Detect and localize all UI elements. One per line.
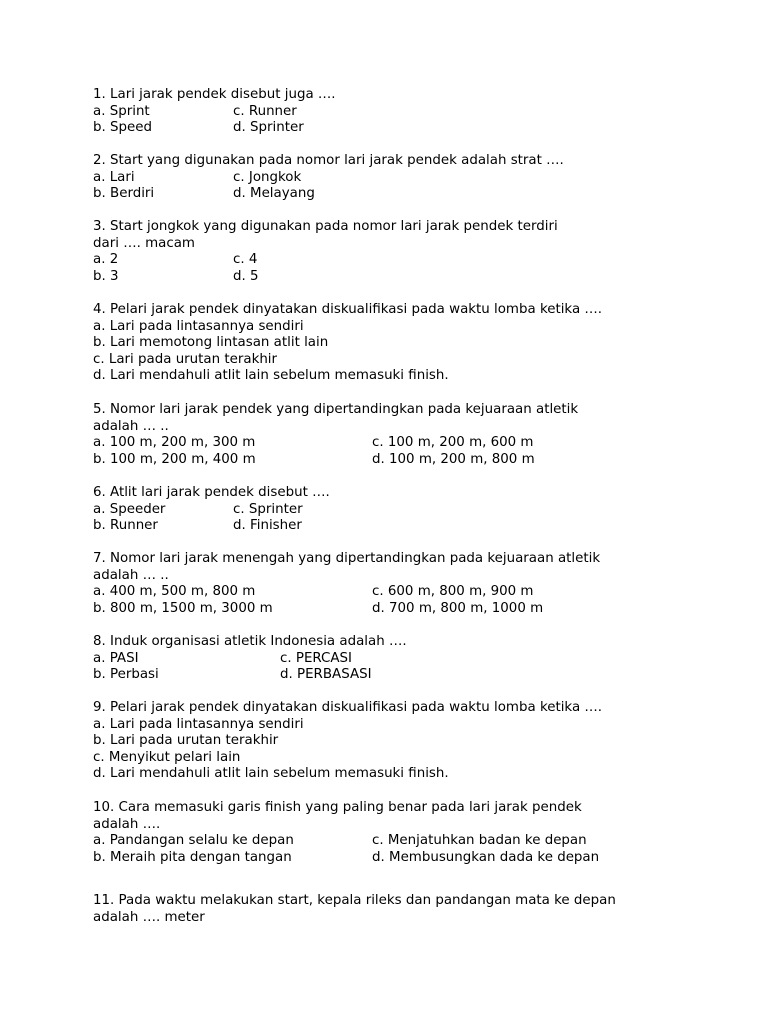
question-stem: 5. Nomor lari jarak pendek yang dipertandingkan pada kejuaraan atletik [93, 402, 579, 417]
answer-option: b. Perbasi [93, 667, 159, 683]
answer-option: c. Runner [233, 103, 297, 119]
question-stem: adalah …. meter [93, 909, 205, 925]
option-row [93, 335, 683, 352]
question-7 [93, 551, 683, 617]
question-stem: 3. Start jongkok yang digunakan pada nomor lari jarak pendek terdiri [93, 219, 558, 234]
answer-option: d. PERBASASI [280, 667, 372, 683]
answer-option: a. Lari pada lintasannya sendiri [93, 318, 304, 334]
answer-option: a. 400 m, 500 m, 800 m [93, 584, 256, 600]
answer-option: c. Lari pada urutan terakhir [93, 351, 278, 367]
option-row [93, 269, 683, 286]
option-row [93, 750, 683, 767]
answer-option: b. 3 [93, 268, 119, 284]
question-4 [93, 302, 683, 385]
answer-option: c. Sprinter [233, 501, 303, 517]
answer-option: a. 2 [93, 252, 119, 268]
question-stem: 4. Pelari jarak pendek dinyatakan diskualifikasi pada waktu lomba ketika …. [93, 302, 603, 317]
answer-option: a. 100 m, 200 m, 300 m [93, 435, 256, 451]
answer-option: c. 4 [233, 252, 258, 268]
option-row [93, 667, 683, 684]
option-row [93, 104, 683, 121]
question-3 [93, 219, 683, 285]
answer-option: a. Pandangan selalu ke depan [93, 833, 294, 849]
option-row [93, 120, 683, 137]
question-6 [93, 485, 683, 535]
answer-option: c. PERCASI [280, 650, 353, 666]
answer-option: d. 100 m, 200 m, 800 m [372, 451, 535, 467]
question-2 [93, 153, 683, 203]
option-row [93, 186, 683, 203]
answer-option: a. Lari [93, 169, 135, 185]
question-11 [93, 893, 683, 926]
answer-option: b. Speed [93, 120, 152, 136]
option-row [93, 651, 683, 668]
answer-option: c. 100 m, 200 m, 600 m [372, 435, 534, 451]
answer-option: a. Sprint [93, 103, 150, 119]
option-row [93, 833, 683, 850]
answer-option: a. Speeder [93, 501, 166, 517]
question-8 [93, 634, 683, 684]
answer-option: b. Meraih pita dengan tangan [93, 849, 292, 865]
question-10 [93, 800, 683, 866]
answer-option: a. Lari pada lintasannya sendiri [93, 716, 304, 732]
option-row [93, 502, 683, 519]
question-stem: 8. Induk organisasi atletik Indonesia adalah …. [93, 634, 407, 649]
answer-option: d. Lari mendahuli atlit lain sebelum memasuki finish. [93, 368, 449, 384]
answer-option: d. 5 [233, 268, 259, 284]
question-stem: 1. Lari jarak pendek disebut juga …. [93, 87, 336, 102]
answer-option: b. Runner [93, 518, 158, 534]
answer-option: d. Melayang [233, 186, 315, 202]
question-stem: 11. Pada waktu melakukan start, kepala rileks dan pandangan mata ke depan [93, 893, 616, 908]
question-stem: 10. Cara memasuki garis finish yang paling benar pada lari jarak pendek [93, 800, 582, 815]
answer-option: a. PASI [93, 650, 139, 666]
answer-option: b. 100 m, 200 m, 400 m [93, 451, 256, 467]
question-stem: 2. Start yang digunakan pada nomor lari jarak pendek adalah strat …. [93, 153, 564, 168]
answer-option: b. Lari memotong lintasan atlit lain [93, 335, 329, 351]
question-stem: 6. Atlit lari jarak pendek disebut …. [93, 485, 330, 500]
option-row [93, 601, 683, 618]
option-row [93, 717, 683, 734]
answer-option: d. Finisher [233, 518, 302, 534]
question-stem: 9. Pelari jarak pendek dinyatakan diskualifikasi pada waktu lomba ketika …. [93, 700, 603, 715]
answer-option: d. Lari mendahuli atlit lain sebelum memasuki finish. [93, 766, 449, 782]
option-row [93, 170, 683, 187]
answer-option: d. Sprinter [233, 120, 304, 136]
answer-option: c. Menyikut pelari lain [93, 749, 241, 765]
option-row [93, 518, 683, 535]
answer-option: b. Lari pada urutan terakhir [93, 733, 279, 749]
answer-option: c. Menjatuhkan badan ke depan [372, 833, 587, 849]
question-stem: adalah …. [93, 816, 161, 832]
option-row [93, 452, 683, 469]
option-row [93, 733, 683, 750]
answer-option: b. 800 m, 1500 m, 3000 m [93, 600, 273, 616]
answer-option: b. Berdiri [93, 186, 155, 202]
option-row [93, 435, 683, 452]
answer-option: d. Membusungkan dada ke depan [372, 849, 600, 865]
question-1 [93, 87, 683, 137]
question-5 [93, 402, 683, 468]
question-stem: 7. Nomor lari jarak menengah yang dipertandingkan pada kejuaraan atletik [93, 551, 601, 566]
question-9 [93, 700, 683, 783]
question-stem: adalah … .. [93, 567, 169, 583]
option-row [93, 252, 683, 269]
option-row [93, 584, 683, 601]
question-stem: adalah … .. [93, 418, 169, 434]
question-stem: dari …. macam [93, 235, 195, 251]
option-row [93, 352, 683, 369]
option-row [93, 368, 683, 385]
answer-option: c. 600 m, 800 m, 900 m [372, 584, 534, 600]
answer-option: c. Jongkok [233, 169, 302, 185]
option-row [93, 319, 683, 336]
option-row [93, 850, 683, 867]
answer-option: d. 700 m, 800 m, 1000 m [372, 600, 544, 616]
option-row [93, 766, 683, 783]
